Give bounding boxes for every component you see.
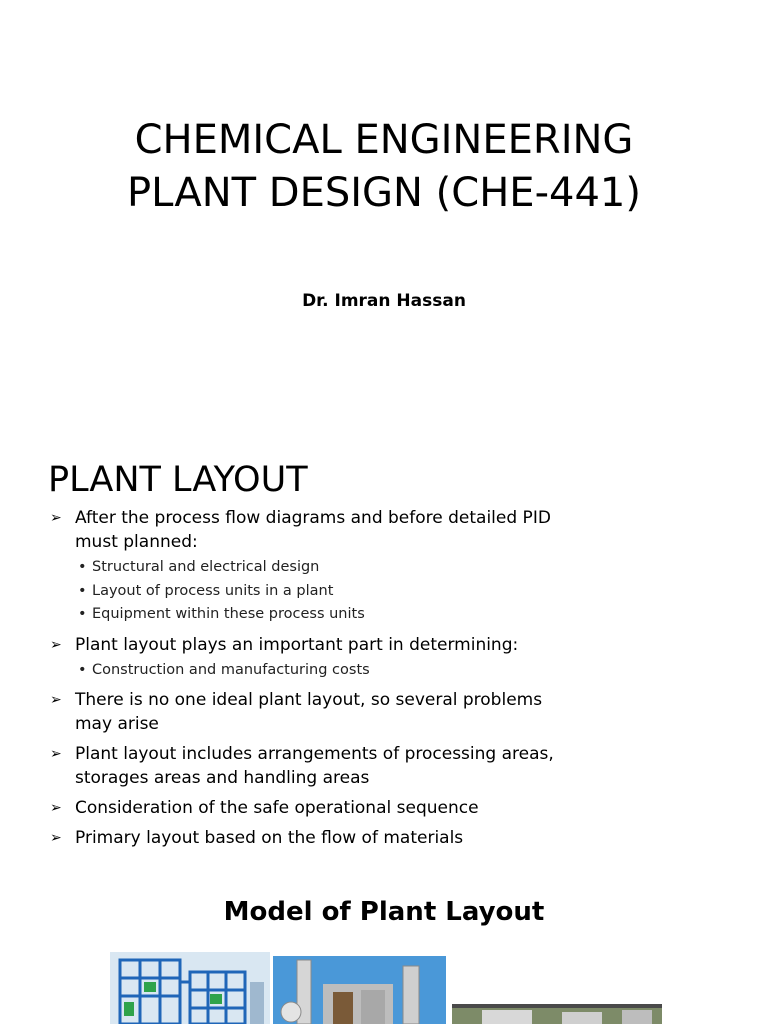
- steel-structure-plant-model-image: [110, 952, 270, 1024]
- bullet-item: [50, 826, 570, 850]
- arrow-bullet-icon: ➢: [50, 800, 62, 816]
- bullet-text: Primary layout based on the flow of materials: [75, 828, 464, 848]
- bullet-text: Plant layout includes arrangements of processing areas, storages areas and handling areas: [75, 744, 554, 788]
- arrow-bullet-icon: ➢: [50, 692, 62, 708]
- arrow-bullet-icon: ➢: [50, 510, 62, 526]
- sub-bullet-item: • Equipment within these process units: [75, 603, 570, 627]
- bullet-item: [50, 633, 570, 683]
- sub-bullet-list: [75, 659, 570, 683]
- bullet-item: [50, 796, 570, 820]
- slide-heading: PLANT LAYOUT: [48, 460, 308, 500]
- arrow-bullet-icon: ➢: [50, 636, 62, 653]
- model-slide: [0, 864, 768, 1024]
- sub-bullet-item: • Layout of process units in a plant: [75, 580, 570, 604]
- bullet-item: [50, 506, 570, 627]
- arrow-bullet-icon: ➢: [50, 746, 62, 762]
- bullet-text: Consideration of the safe operational sequence: [75, 798, 479, 818]
- bullet-text: After the process flow diagrams and before detailed PID must planned:: [75, 508, 551, 552]
- sub-bullet-list: [75, 556, 570, 627]
- sub-bullet-item: • Construction and manufacturing costs: [75, 659, 570, 683]
- bullet-item: [50, 688, 570, 736]
- slide-heading: Model of Plant Layout: [223, 897, 545, 927]
- slide-title-line-2: PLANT DESIGN (CHE-441): [127, 170, 641, 216]
- sub-bullet-item: • Structural and electrical design: [75, 556, 570, 580]
- process-unit-tower-model-image: [273, 956, 446, 1024]
- plant-layout-slide: [0, 432, 768, 864]
- bullet-item: [50, 742, 570, 790]
- plant-site-aerial-model-image: [452, 1004, 662, 1024]
- slide-title: [0, 114, 768, 220]
- bullet-list: [50, 506, 570, 856]
- title-slide: [0, 0, 768, 432]
- arrow-bullet-icon: ➢: [50, 830, 62, 846]
- author-name: Dr. Imran Hassan: [302, 291, 466, 311]
- bullet-text: There is no one ideal plant layout, so several problems may arise: [75, 690, 543, 734]
- slide-title-line-1: CHEMICAL ENGINEERING: [134, 117, 634, 163]
- bullet-text: Plant layout plays an important part in determining:: [75, 634, 519, 655]
